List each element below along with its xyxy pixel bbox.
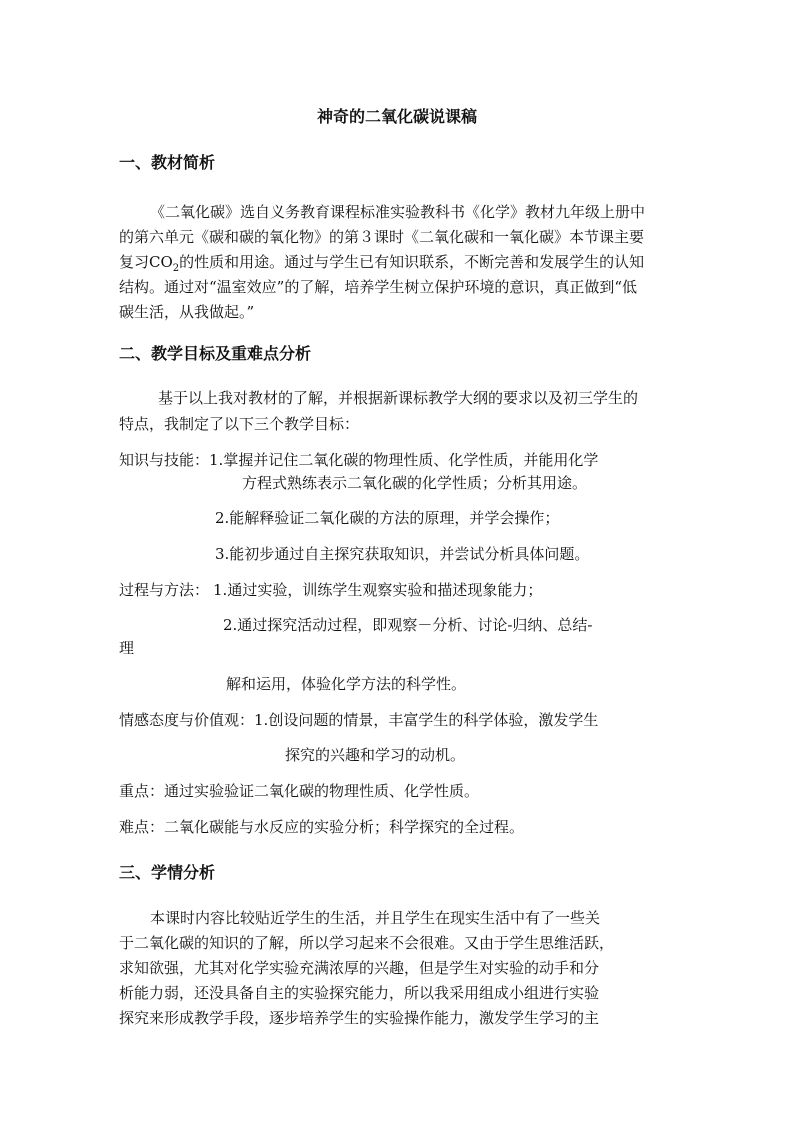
paragraph-line: 《二氧化碳》选自义务教育课程标准实验教科书《化学》教材九年级上册中 (150, 203, 646, 221)
paragraph-line: 于二氧化碳的知识的了解，所以学习起来不会很难。又由于学生思维活跃， (119, 934, 615, 952)
section-heading-2: 二、教学目标及重难点分析 (119, 344, 312, 363)
goal-label: 知识与技能： (119, 451, 210, 469)
paragraph-line: 碳生活，从我做起。” (119, 303, 255, 321)
goal-text: 3.能初步通过自主探究获取知识，并尝试分析具体问题。 (215, 545, 590, 563)
paragraph-line: 特点，我制定了以下三个教学目标： (119, 415, 360, 433)
section-heading-1: 一、教材简析 (119, 153, 216, 172)
chemical-formula: CO (149, 253, 173, 271)
goal-text: 2.通过探究活动过程，即观察－分析、讨论-归纳、总结- (223, 616, 593, 634)
goal-text: 1.掌握并记住二氧化碳的物理性质、化学性质，并能用化学 (209, 451, 599, 469)
key-point: 重点：通过实验验证二氧化碳的物理性质、化学性质。 (119, 782, 480, 800)
difficult-point: 难点：二氧化碳能与水反应的实验分析；科学探究的全过程。 (119, 818, 525, 836)
line-text: 的性质和用途。通过与学生已有知识联系，不断完善和发展学生的认知 (179, 253, 645, 271)
paragraph-line: 基于以上我对教材的了解，并根据新课标教学大纲的要求以及初三学生的 (158, 389, 639, 407)
paragraph-line: 求知欲强，尤其对化学实验充满浓厚的兴趣，但是学生对实验的动手和分 (119, 959, 600, 977)
paragraph-line: 的第六单元《碳和碳的氧化物》的第３课时《二氧化碳和一氧化碳》本节课主要 (119, 228, 645, 246)
goal-text: 1.创设问题的情景，丰富学生的科学体验，激发学生 (254, 711, 599, 729)
section-heading-3: 三、学情分析 (119, 863, 216, 882)
goal-text: 1.通过实验，训练学生观察实验和描述现象能力； (213, 581, 543, 599)
emotion-goal-line (119, 710, 598, 730)
goal-text: 方程式熟练表示二氧化碳的化学性质；分析其用途。 (242, 474, 588, 492)
paragraph-line: 本课时内容比较贴近学生的生活，并且学生在现实生活中有了一些关 (150, 909, 601, 927)
knowledge-goal-line (119, 450, 598, 470)
goal-text: 解和运用，体验化学方法的科学性。 (226, 675, 467, 693)
paragraph-line: 析能力弱，还没具备自主的实验探究能力，所以我采用组成小组进行实验 (119, 984, 600, 1002)
subscript: 2 (172, 263, 180, 274)
line-text: 复习 (119, 253, 150, 271)
paragraph-line: 结构。通过对“温室效应”的了解，培养学生树立保护环境的意识，真正做到“低 (119, 278, 638, 296)
paragraph-line: 探究来形成教学手段，逐步培养学生的实验操作能力，激发学生学习的主 (119, 1009, 600, 1027)
process-goal-line (119, 580, 542, 600)
goal-text: 探究的兴趣和学习的动机。 (285, 746, 466, 764)
paragraph-line (119, 252, 644, 279)
goal-label: 情感态度与价值观： (119, 711, 255, 729)
goal-label: 过程与方法： (119, 581, 210, 599)
goal-text: 理 (119, 639, 135, 657)
goal-text: 2.能解释验证二氧化碳的方法的原理，并学会操作； (215, 509, 560, 527)
document-title: 神奇的二氧化碳说课稿 (316, 107, 477, 126)
